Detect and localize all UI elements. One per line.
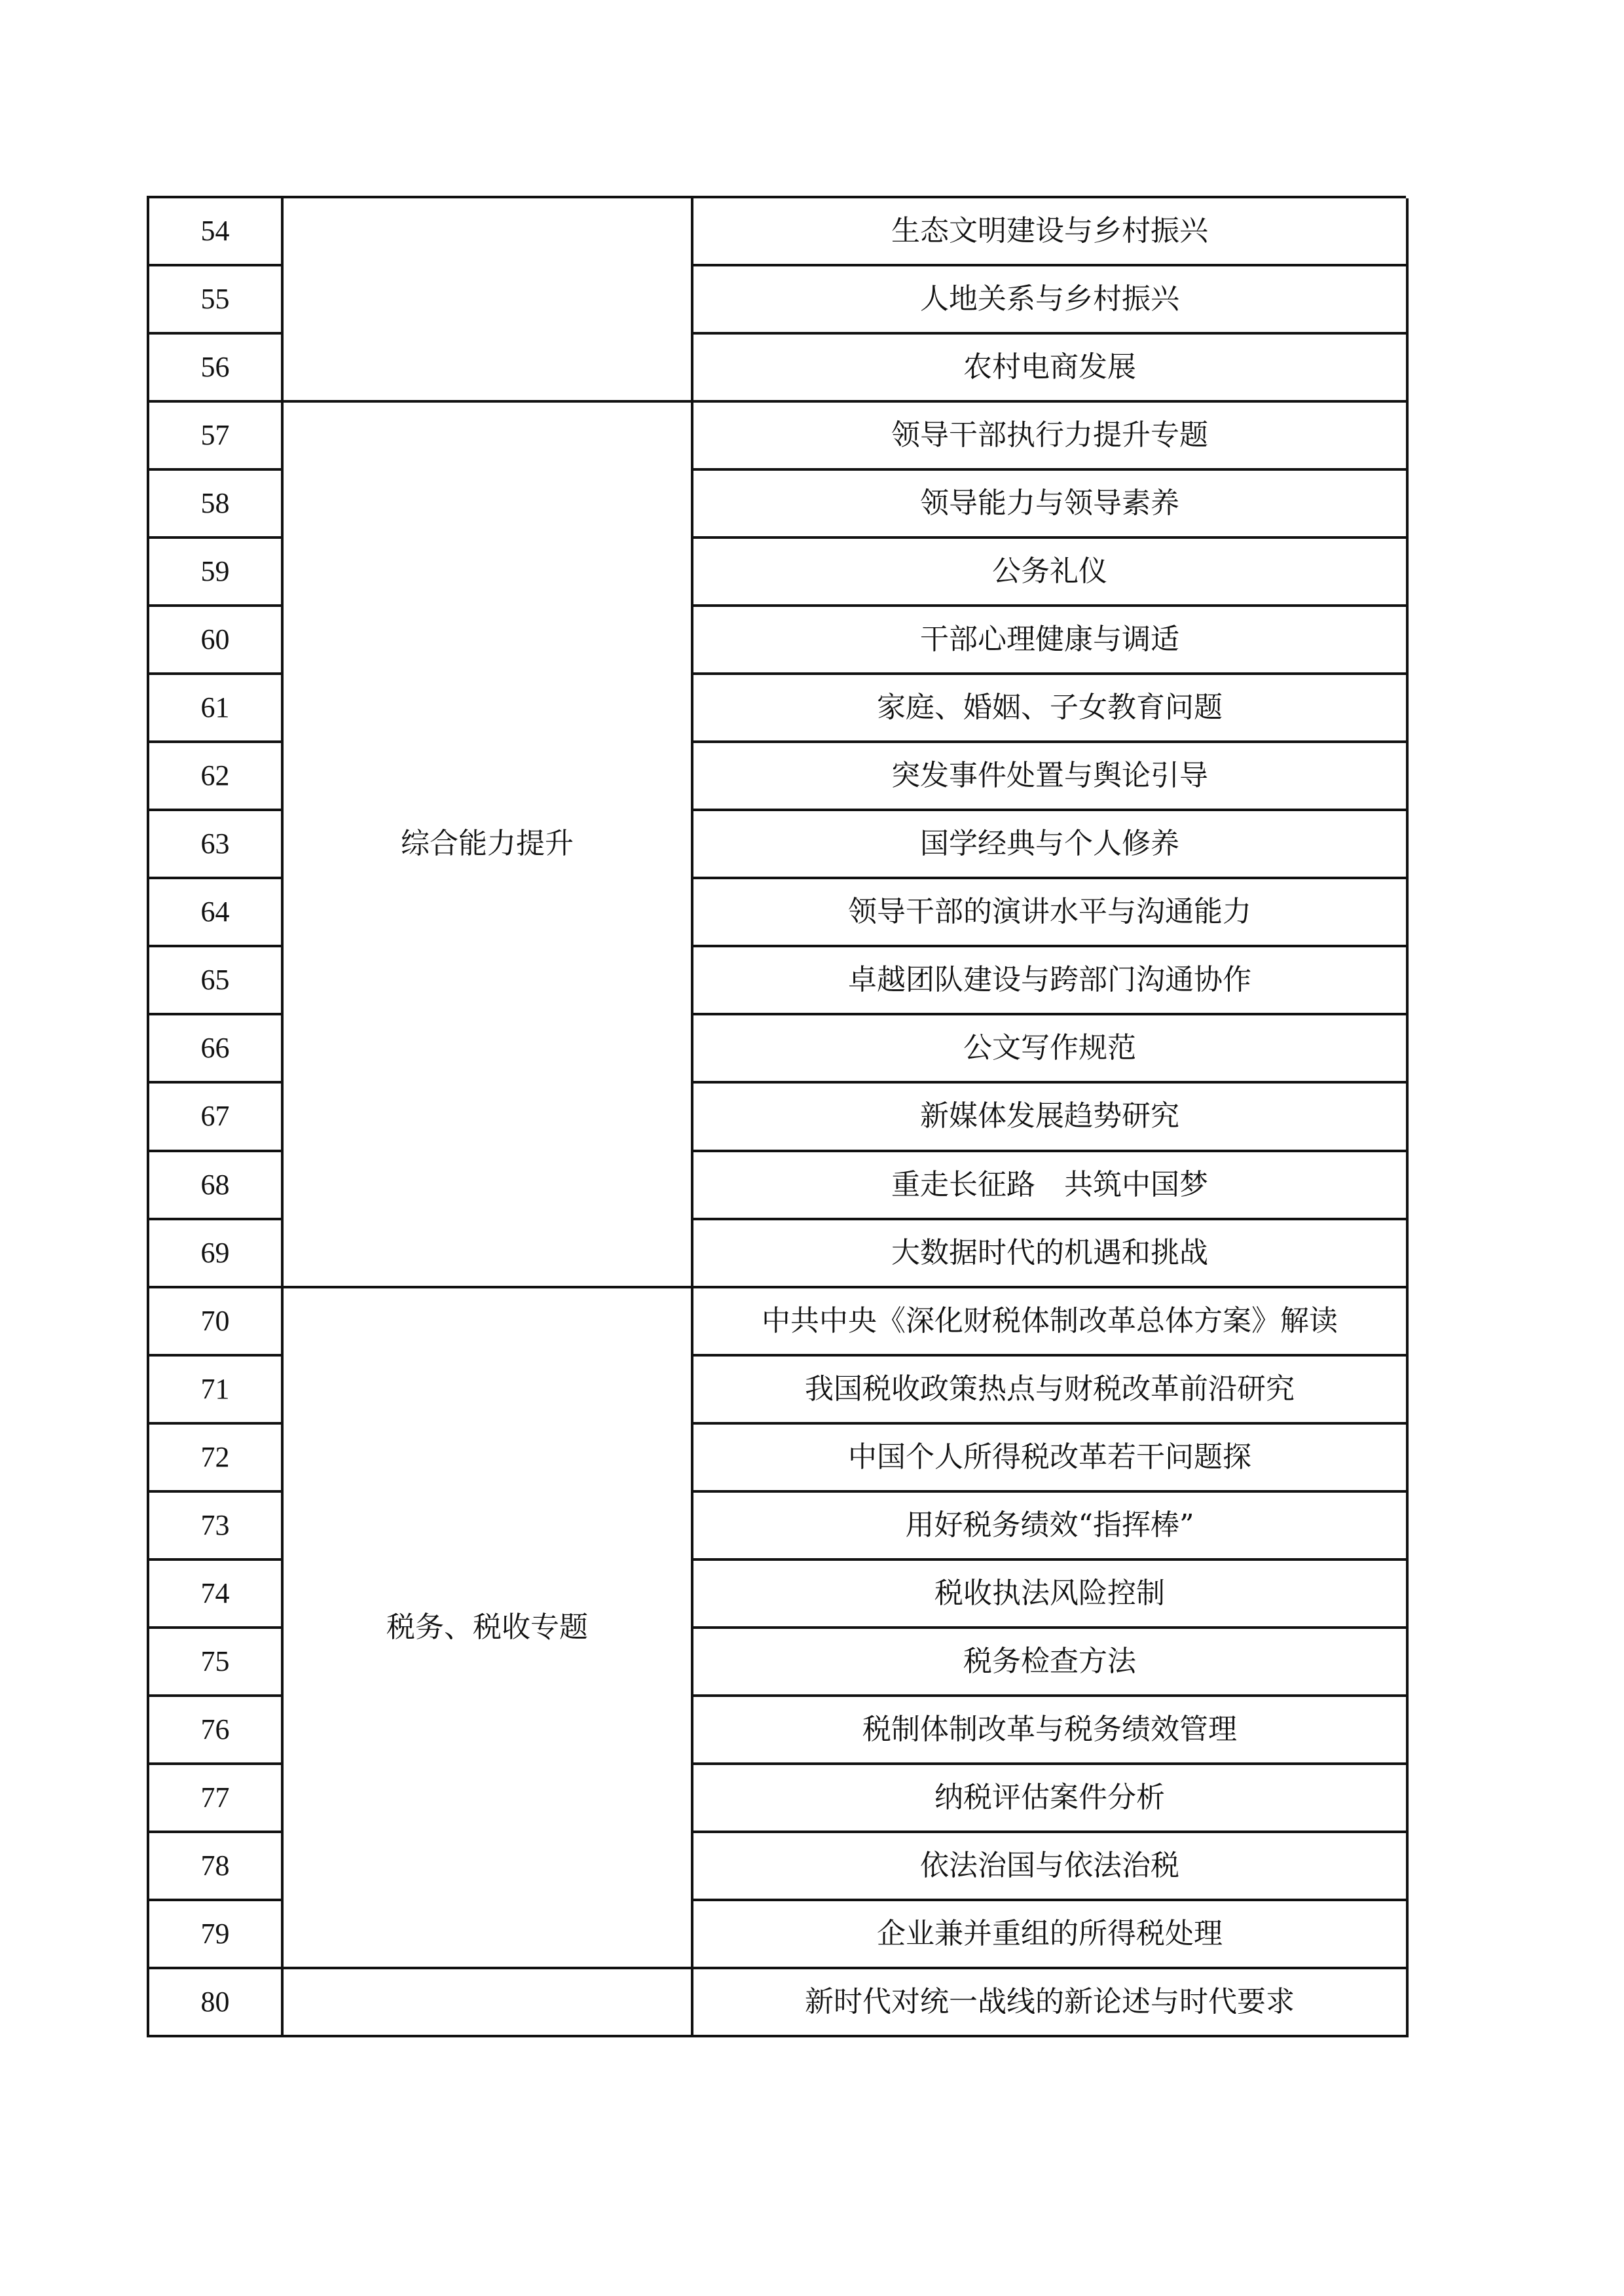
topic-cell: 国学经典与个人修养 xyxy=(693,811,1409,879)
row-number: 62 xyxy=(149,743,284,811)
category-cell xyxy=(284,198,693,403)
topic-cell: 领导干部的演讲水平与沟通能力 xyxy=(693,879,1409,947)
row-number: 70 xyxy=(149,1288,284,1357)
topic-cell: 依法治国与依法治税 xyxy=(693,1833,1409,1901)
row-number: 66 xyxy=(149,1015,284,1084)
row-number: 60 xyxy=(149,607,284,675)
topic-cell: 领导能力与领导素养 xyxy=(693,471,1409,539)
topic-cell: 新时代对统一战线的新论述与时代要求 xyxy=(693,1969,1409,2037)
topic-cell: 公务礼仪 xyxy=(693,539,1409,607)
row-number: 65 xyxy=(149,947,284,1015)
topic-cell: 重走长征路 共筑中国梦 xyxy=(693,1152,1409,1220)
topic-cell: 大数据时代的机遇和挑战 xyxy=(693,1220,1409,1288)
topic-cell: 纳税评估案件分析 xyxy=(693,1765,1409,1833)
row-number: 77 xyxy=(149,1765,284,1833)
topic-cell: 领导干部执行力提升专题 xyxy=(693,403,1409,471)
topic-cell: 卓越团队建设与跨部门沟通协作 xyxy=(693,947,1409,1015)
topic-cell: 用好税务绩效“指挥棒” xyxy=(693,1493,1409,1561)
topic-cell: 干部心理健康与调适 xyxy=(693,607,1409,675)
topic-cell: 中共中央《深化财税体制改革总体方案》解读 xyxy=(693,1288,1409,1357)
topic-cell: 家庭、婚姻、子女教育问题 xyxy=(693,675,1409,743)
row-number: 54 xyxy=(149,198,284,266)
row-number: 72 xyxy=(149,1425,284,1493)
topic-cell: 企业兼并重组的所得税处理 xyxy=(693,1901,1409,1969)
row-number: 74 xyxy=(149,1561,284,1629)
topic-cell: 新媒体发展趋势研究 xyxy=(693,1084,1409,1152)
row-number: 63 xyxy=(149,811,284,879)
topic-cell: 公文写作规范 xyxy=(693,1015,1409,1084)
row-number: 79 xyxy=(149,1901,284,1969)
row-number: 56 xyxy=(149,335,284,403)
row-number: 71 xyxy=(149,1357,284,1425)
category-cell: 综合能力提升 xyxy=(284,403,693,1288)
row-number: 75 xyxy=(149,1629,284,1697)
topic-cell: 税制体制改革与税务绩效管理 xyxy=(693,1697,1409,1765)
row-number: 57 xyxy=(149,403,284,471)
topic-cell: 中国个人所得税改革若干问题探 xyxy=(693,1425,1409,1493)
row-number: 64 xyxy=(149,879,284,947)
topic-cell: 税务检查方法 xyxy=(693,1629,1409,1697)
category-cell xyxy=(284,1969,693,2037)
row-number: 59 xyxy=(149,539,284,607)
row-number: 68 xyxy=(149,1152,284,1220)
row-number: 73 xyxy=(149,1493,284,1561)
row-number: 69 xyxy=(149,1220,284,1288)
topic-cell: 生态文明建设与乡村振兴 xyxy=(693,198,1409,266)
row-number: 61 xyxy=(149,675,284,743)
row-number: 78 xyxy=(149,1833,284,1901)
row-number: 55 xyxy=(149,266,284,335)
row-number: 67 xyxy=(149,1084,284,1152)
row-number: 80 xyxy=(149,1969,284,2037)
topic-cell: 人地关系与乡村振兴 xyxy=(693,266,1409,335)
topic-cell: 突发事件处置与舆论引导 xyxy=(693,743,1409,811)
topic-cell: 农村电商发展 xyxy=(693,335,1409,403)
topic-cell: 税收执法风险控制 xyxy=(693,1561,1409,1629)
row-number: 76 xyxy=(149,1697,284,1765)
row-number: 58 xyxy=(149,471,284,539)
category-cell: 税务、税收专题 xyxy=(284,1288,693,1969)
topic-cell: 我国税收政策热点与财税改革前沿研究 xyxy=(693,1357,1409,1425)
course-table xyxy=(147,196,1406,2037)
